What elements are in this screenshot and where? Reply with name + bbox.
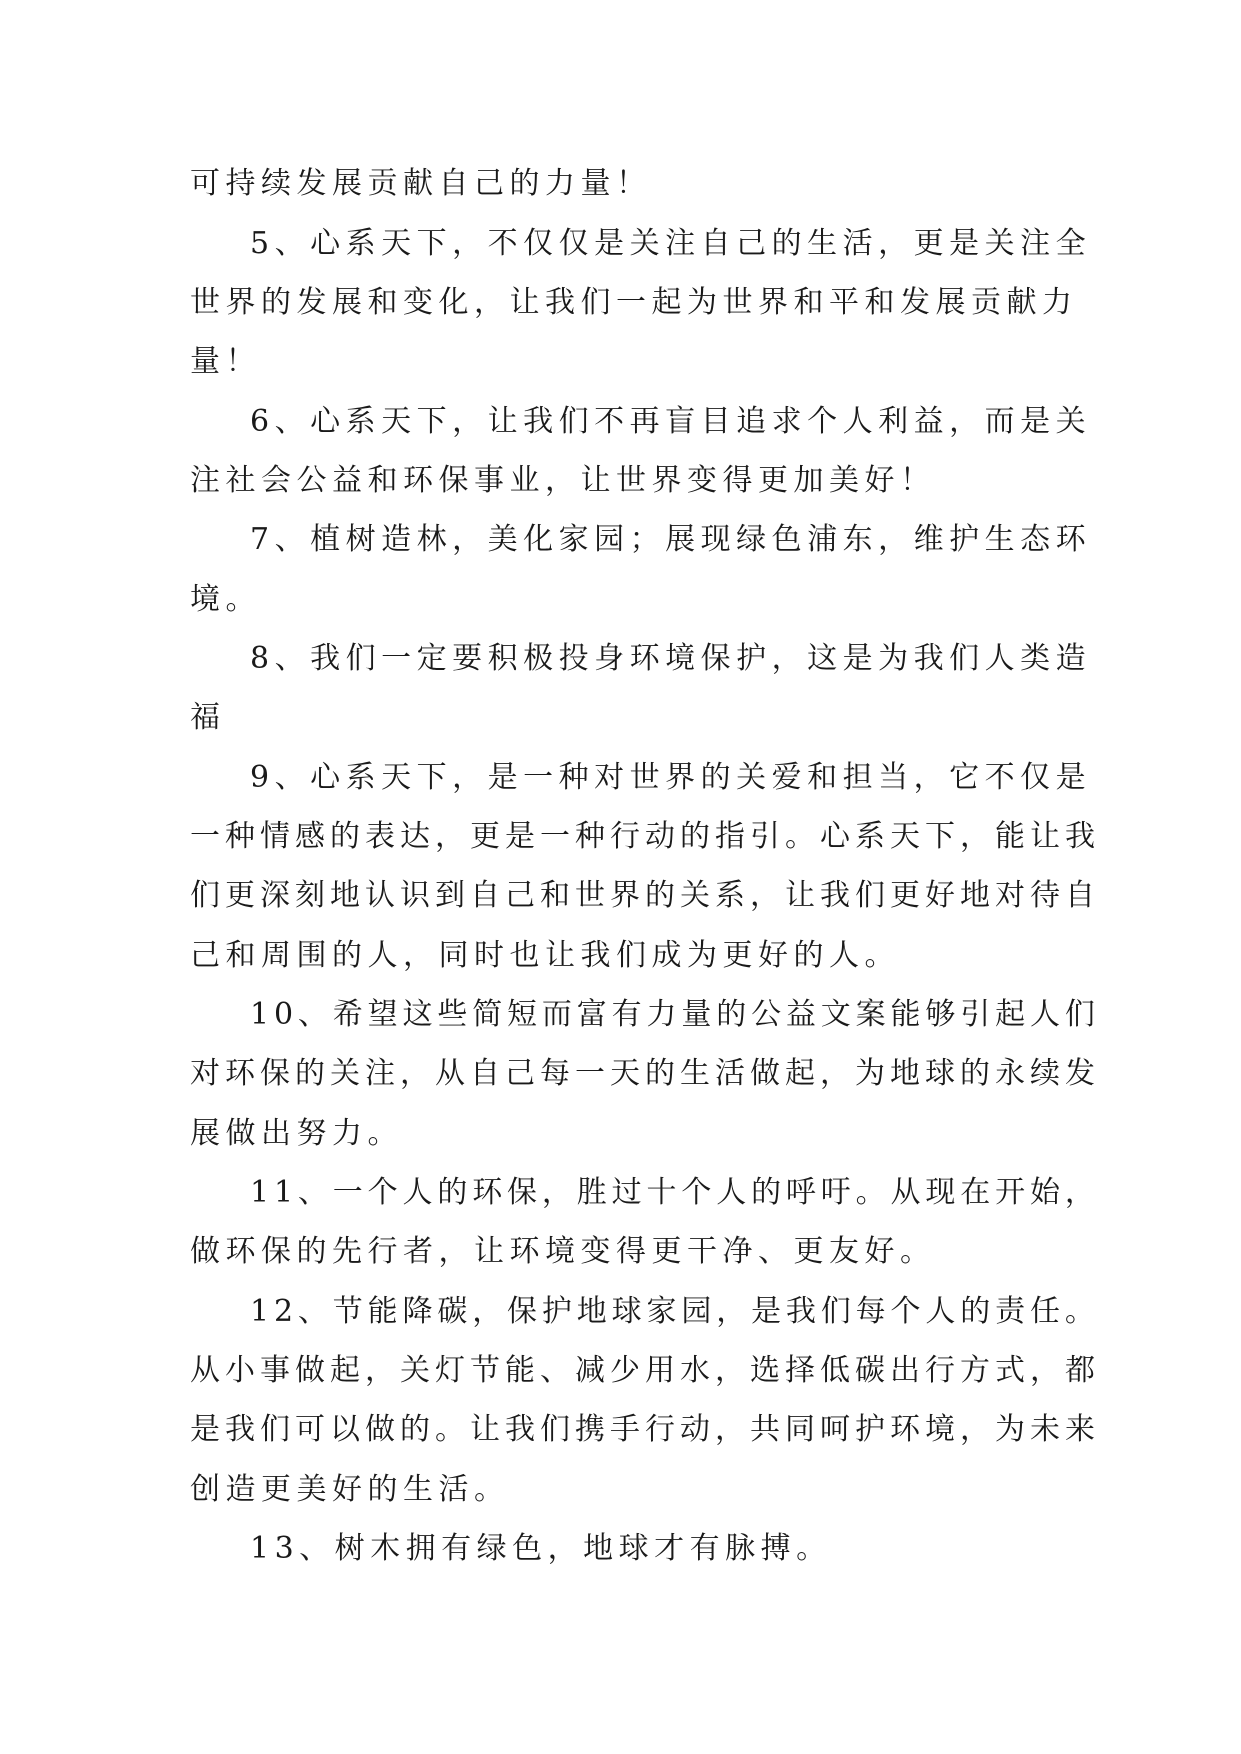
- text-line: 从小事做起，关灯节能、减少用水，选择低碳出行方式，都: [190, 1353, 1100, 1388]
- text-line: 己和周围的人，同时也让我们成为更好的人。: [190, 938, 900, 973]
- text-line: 7、植树造林，美化家园；展现绿色浦东，维护生态环: [250, 522, 1092, 557]
- text-line: 8、我们一定要积极投身环境保护，这是为我们人类造: [250, 641, 1092, 676]
- text-line: 注社会公益和环保事业，让世界变得更加美好！: [190, 463, 936, 498]
- text-line: 境。: [190, 582, 261, 617]
- text-line: 福: [190, 700, 226, 735]
- text-line: 做环保的先行者，让环境变得更干净、更友好。: [190, 1234, 936, 1269]
- text-line: 一种情感的表达，更是一种行动的指引。心系天下，能让我: [190, 819, 1100, 854]
- text-line: 10、希望这些简短而富有力量的公益文案能够引起人们: [250, 997, 1100, 1032]
- text-line: 量！: [190, 344, 261, 379]
- text-line: 12、节能降碳，保护地球家园，是我们每个人的责任。: [250, 1294, 1100, 1329]
- text-line: 5、心系天下，不仅仅是关注自己的生活，更是关注全: [250, 226, 1092, 261]
- text-line: 对环保的关注，从自己每一天的生活做起，为地球的永续发: [190, 1056, 1100, 1091]
- text-line: 可持续发展贡献自己的力量！: [190, 166, 652, 201]
- text-line: 是我们可以做的。让我们携手行动，共同呵护环境，为未来: [190, 1412, 1100, 1447]
- text-line: 11、一个人的环保，胜过十个人的呼吁。从现在开始，: [250, 1175, 1100, 1210]
- text-line: 们更深刻地认识到自己和世界的关系，让我们更好地对待自: [190, 878, 1100, 913]
- text-line: 创造更美好的生活。: [190, 1472, 510, 1507]
- text-line: 世界的发展和变化，让我们一起为世界和平和发展贡献力: [190, 285, 1078, 320]
- text-line: 13、树木拥有绿色，地球才有脉搏。: [250, 1531, 832, 1566]
- text-line: 展做出努力。: [190, 1116, 403, 1151]
- text-line: 6、心系天下，让我们不再盲目追求个人利益，而是关: [250, 404, 1092, 439]
- text-line: 9、心系天下，是一种对世界的关爱和担当，它不仅是: [250, 760, 1092, 795]
